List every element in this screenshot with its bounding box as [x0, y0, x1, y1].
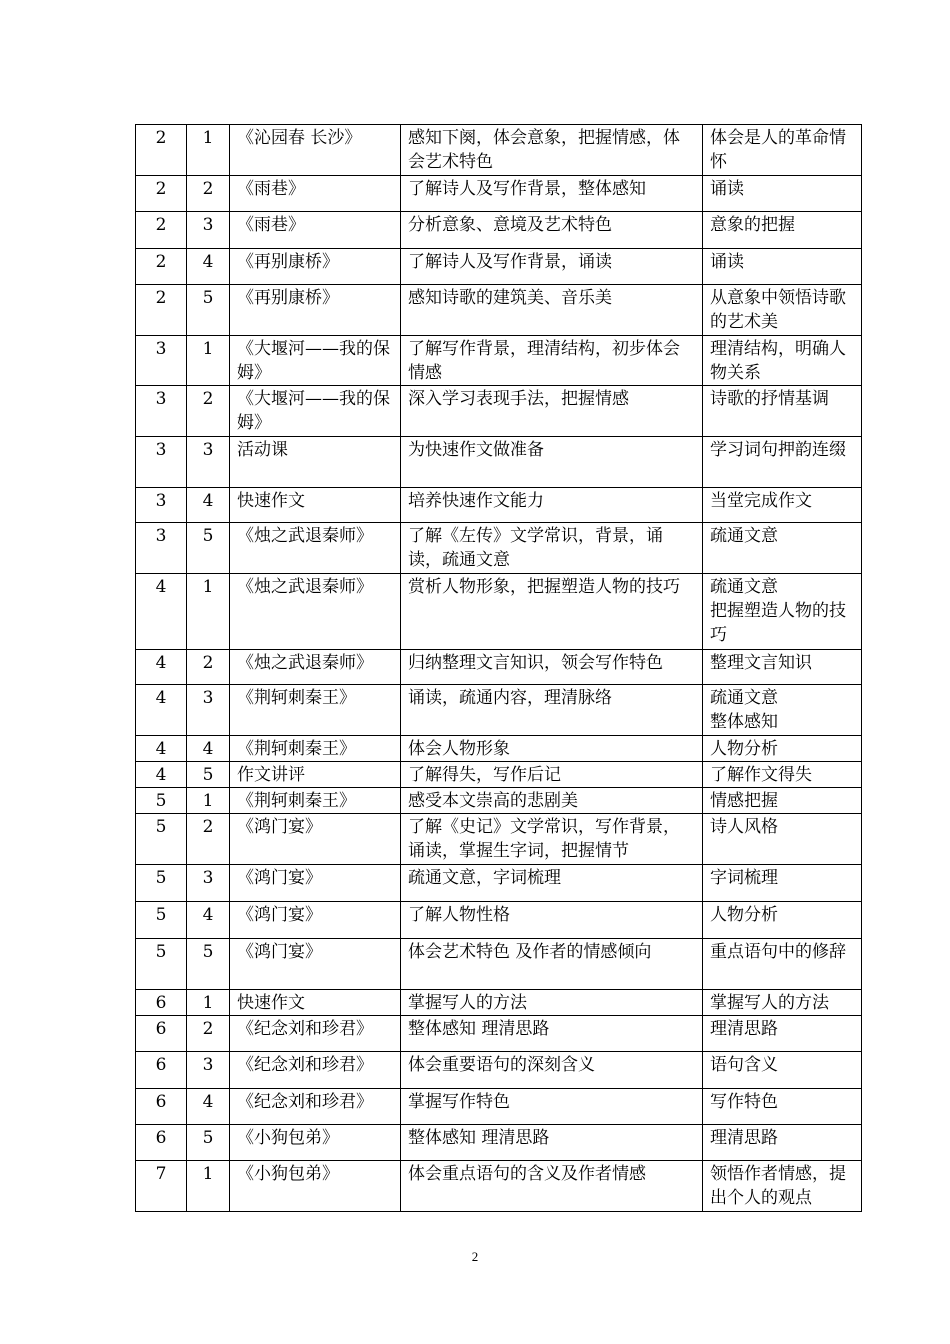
cell-focus: 理清结构，明确人物关系: [703, 336, 862, 386]
cell-title: 快速作文: [230, 488, 401, 523]
table-row: [136, 336, 862, 386]
cell-content: 疏通文意，字词梳理: [401, 865, 703, 902]
cell-week: 5: [136, 902, 187, 939]
cell-week: 3: [136, 523, 187, 574]
cell-week: 3: [136, 336, 187, 386]
cell-content: 体会重点语句的含义及作者情感: [401, 1161, 703, 1212]
table-row: [136, 685, 862, 736]
cell-title: 《纪念刘和珍君》: [230, 1089, 401, 1125]
cell-title: 《鸿门宴》: [230, 902, 401, 939]
cell-lesson: 5: [187, 1125, 230, 1161]
cell-content: 体会艺术特色 及作者的情感倾向: [401, 939, 703, 990]
cell-title: 《荆轲刺秦王》: [230, 736, 401, 762]
cell-lesson: 1: [187, 336, 230, 386]
table-row: [136, 285, 862, 336]
cell-content: 了解写作背景，理清结构，初步体会情感: [401, 336, 703, 386]
cell-focus: 疏通文意: [703, 523, 862, 574]
table-row: [136, 1016, 862, 1052]
cell-focus: 情感把握: [703, 788, 862, 814]
cell-focus: 意象的把握: [703, 212, 862, 249]
cell-focus: 字词梳理: [703, 865, 862, 902]
cell-week: 6: [136, 1089, 187, 1125]
cell-week: 2: [136, 125, 187, 176]
cell-week: 3: [136, 488, 187, 523]
cell-week: 2: [136, 212, 187, 249]
cell-focus: 理清思路: [703, 1016, 862, 1052]
table-row: [136, 574, 862, 650]
table-row: [136, 788, 862, 814]
table-row: [136, 1161, 862, 1212]
cell-content: 整体感知 理清思路: [401, 1125, 703, 1161]
cell-content: 感受本文崇高的悲剧美: [401, 788, 703, 814]
cell-content: 了解《左传》文学常识，背景，诵读，疏通文意: [401, 523, 703, 574]
cell-week: 3: [136, 437, 187, 488]
cell-title: 《纪念刘和珍君》: [230, 1052, 401, 1089]
table-row: [136, 902, 862, 939]
cell-focus: 掌握写人的方法: [703, 990, 862, 1016]
cell-lesson: 5: [187, 762, 230, 788]
cell-week: 2: [136, 285, 187, 336]
cell-lesson: 5: [187, 285, 230, 336]
cell-title: 《纪念刘和珍君》: [230, 1016, 401, 1052]
cell-lesson: 2: [187, 650, 230, 685]
cell-week: 2: [136, 176, 187, 212]
cell-title: 《大堰河——我的保姆》: [230, 386, 401, 437]
cell-content: 感知下阕，体会意象，把握情感，体会艺术特色: [401, 125, 703, 176]
table-row: [136, 814, 862, 865]
table-row: [136, 990, 862, 1016]
cell-title: 《大堰河——我的保姆》: [230, 336, 401, 386]
cell-content: 了解诗人及写作背景，诵读: [401, 249, 703, 285]
cell-lesson: 1: [187, 1161, 230, 1212]
table-row: [136, 865, 862, 902]
cell-week: 5: [136, 865, 187, 902]
cell-lesson: 1: [187, 125, 230, 176]
cell-week: 4: [136, 574, 187, 650]
cell-week: 3: [136, 386, 187, 437]
cell-week: 7: [136, 1161, 187, 1212]
cell-lesson: 2: [187, 814, 230, 865]
cell-lesson: 3: [187, 437, 230, 488]
cell-lesson: 3: [187, 212, 230, 249]
cell-title: 《沁园春 长沙》: [230, 125, 401, 176]
cell-title: 《再别康桥》: [230, 249, 401, 285]
table-row: [136, 125, 862, 176]
cell-content: 掌握写人的方法: [401, 990, 703, 1016]
cell-title: 《鸿门宴》: [230, 814, 401, 865]
table-row: [136, 523, 862, 574]
cell-focus: 诗人风格: [703, 814, 862, 865]
cell-content: 体会重要语句的深刻含义: [401, 1052, 703, 1089]
lesson-plan-body: [136, 125, 862, 1212]
cell-week: 4: [136, 650, 187, 685]
table-row: [136, 650, 862, 685]
cell-content: 培养快速作文能力: [401, 488, 703, 523]
cell-focus: 疏通文意 整体感知: [703, 685, 862, 736]
cell-focus: 人物分析: [703, 736, 862, 762]
cell-content: 整体感知 理清思路: [401, 1016, 703, 1052]
cell-lesson: 4: [187, 1089, 230, 1125]
cell-title: 《烛之武退秦师》: [230, 574, 401, 650]
cell-lesson: 2: [187, 176, 230, 212]
cell-title: 《鸿门宴》: [230, 865, 401, 902]
cell-content: 赏析人物形象，把握塑造人物的技巧: [401, 574, 703, 650]
cell-focus: 体会是人的革命情怀: [703, 125, 862, 176]
table-row: [136, 488, 862, 523]
page-number: 2: [471, 1249, 479, 1264]
cell-focus: 从意象中领悟诗歌的艺术美: [703, 285, 862, 336]
cell-content: 为快速作文做准备: [401, 437, 703, 488]
table-row: [136, 939, 862, 990]
cell-week: 5: [136, 814, 187, 865]
table-row: [136, 1089, 862, 1125]
cell-focus: 了解作文得失: [703, 762, 862, 788]
cell-title: 活动课: [230, 437, 401, 488]
cell-week: 6: [136, 990, 187, 1016]
cell-week: 6: [136, 1125, 187, 1161]
cell-focus: 诗歌的抒情基调: [703, 386, 862, 437]
cell-lesson: 4: [187, 488, 230, 523]
table-row: [136, 212, 862, 249]
cell-content: 了解得失，写作后记: [401, 762, 703, 788]
cell-week: 6: [136, 1016, 187, 1052]
cell-content: 了解《史记》文学常识，写作背景，诵读，掌握生字词，把握情节: [401, 814, 703, 865]
cell-lesson: 1: [187, 574, 230, 650]
table-row: [136, 249, 862, 285]
cell-focus: 诵读: [703, 176, 862, 212]
cell-focus: 语句含义: [703, 1052, 862, 1089]
cell-content: 掌握写作特色: [401, 1089, 703, 1125]
table-row: [136, 736, 862, 762]
cell-focus: 重点语句中的修辞: [703, 939, 862, 990]
cell-lesson: 2: [187, 1016, 230, 1052]
cell-focus: 学习词句押韵连缀: [703, 437, 862, 488]
cell-lesson: 1: [187, 990, 230, 1016]
table-row: [136, 176, 862, 212]
cell-week: 2: [136, 249, 187, 285]
table-row: [136, 386, 862, 437]
cell-lesson: 3: [187, 865, 230, 902]
cell-focus: 理清思路: [703, 1125, 862, 1161]
cell-content: 分析意象、意境及艺术特色: [401, 212, 703, 249]
cell-content: 了解人物性格: [401, 902, 703, 939]
cell-week: 4: [136, 762, 187, 788]
cell-lesson: 2: [187, 386, 230, 437]
cell-focus: 领悟作者情感，提出个人的观点: [703, 1161, 862, 1212]
cell-focus: 写作特色: [703, 1089, 862, 1125]
cell-title: 《再别康桥》: [230, 285, 401, 336]
cell-content: 深入学习表现手法，把握情感: [401, 386, 703, 437]
cell-content: 感知诗歌的建筑美、音乐美: [401, 285, 703, 336]
cell-content: 了解诗人及写作背景，整体感知: [401, 176, 703, 212]
cell-focus: 诵读: [703, 249, 862, 285]
cell-title: 《荆轲刺秦王》: [230, 685, 401, 736]
cell-lesson: 5: [187, 939, 230, 990]
cell-lesson: 1: [187, 788, 230, 814]
cell-title: 作文讲评: [230, 762, 401, 788]
cell-lesson: 4: [187, 249, 230, 285]
cell-title: 《雨巷》: [230, 212, 401, 249]
cell-content: 归纳整理文言知识，领会写作特色: [401, 650, 703, 685]
cell-lesson: 4: [187, 736, 230, 762]
cell-title: 《雨巷》: [230, 176, 401, 212]
table-row: [136, 1125, 862, 1161]
cell-focus: 人物分析: [703, 902, 862, 939]
cell-week: 4: [136, 685, 187, 736]
cell-week: 4: [136, 736, 187, 762]
cell-week: 6: [136, 1052, 187, 1089]
lesson-plan-table: [135, 124, 862, 1212]
cell-content: 体会人物形象: [401, 736, 703, 762]
table-row: [136, 1052, 862, 1089]
cell-title: 《荆轲刺秦王》: [230, 788, 401, 814]
cell-title: 快速作文: [230, 990, 401, 1016]
cell-lesson: 5: [187, 523, 230, 574]
cell-focus: 当堂完成作文: [703, 488, 862, 523]
cell-content: 诵读，疏通内容，理清脉络: [401, 685, 703, 736]
cell-lesson: 4: [187, 902, 230, 939]
cell-title: 《小狗包弟》: [230, 1161, 401, 1212]
cell-title: 《鸿门宴》: [230, 939, 401, 990]
table-row: [136, 437, 862, 488]
table-row: [136, 762, 862, 788]
cell-lesson: 3: [187, 1052, 230, 1089]
cell-title: 《烛之武退秦师》: [230, 650, 401, 685]
cell-week: 5: [136, 939, 187, 990]
cell-title: 《烛之武退秦师》: [230, 523, 401, 574]
cell-week: 5: [136, 788, 187, 814]
cell-focus: 整理文言知识: [703, 650, 862, 685]
cell-lesson: 3: [187, 685, 230, 736]
cell-focus: 疏通文意 把握塑造人物的技巧: [703, 574, 862, 650]
cell-title: 《小狗包弟》: [230, 1125, 401, 1161]
